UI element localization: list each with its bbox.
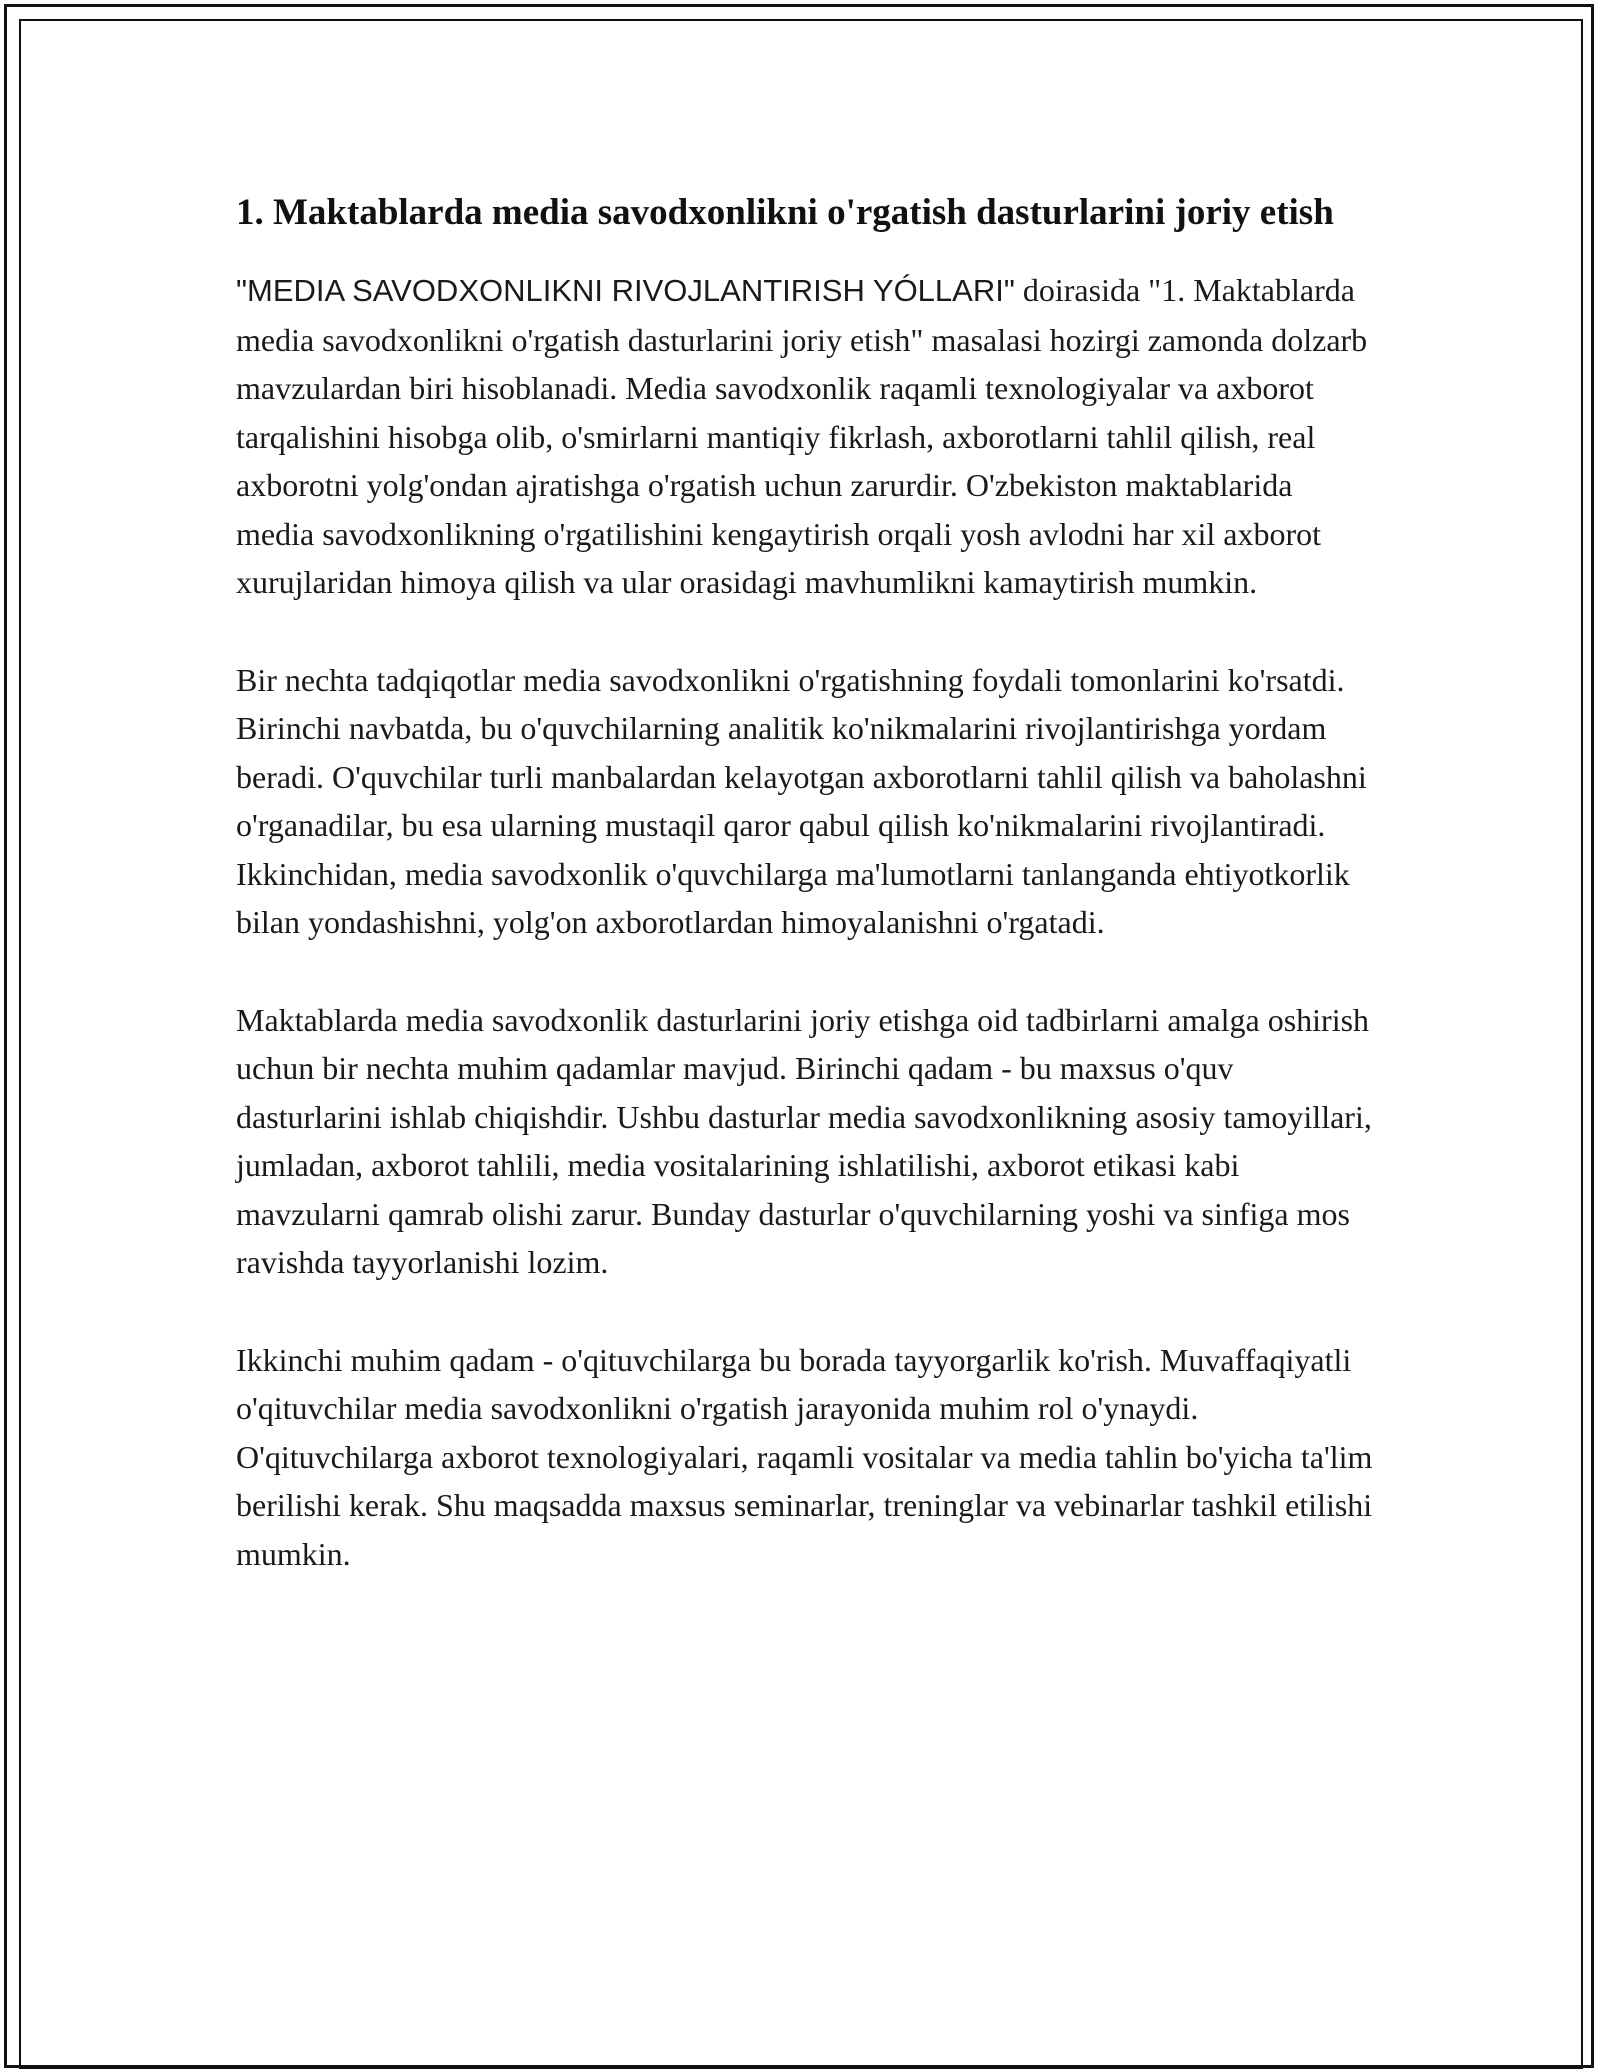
paragraph-benefits: Bir nechta tadqiqotlar media savodxonlikni o'rgatishning foydali tomonlarini ko'rsatdi. Birinchi navbatda, bu o'quvchilarning analitik ko'nikmalarini rivojlantirishga yordam beradi. O'quvchilar turli manbalardan kelayotgan axborotlarni tahlil qilish va baholashni o'rganadilar, bu esa ularning mustaqil qaror qabul qilish ko'nikmalarini rivojlantiradi. Ikkinchidan, media savodxonlik o'quvchilarga ma'lumotlarni tanlanganda ehtiyotkorlik bilan yondashishni, yolg'on axborotlardan himoyalanishni o'rgatadi. — [236, 661, 1367, 940]
paragraph-intro — [236, 266, 1376, 607]
paragraph-teachers: Ikkinchi muhim qadam - o'qituvchilarga bu borada tayyorgarlik ko'rish. Muvaffaqiyatli o'qituvchilar media savodxonlikni o'rgatish jarayonida muhim rol o'ynaydi. O'qituvchilarga axborot texnologiyalari, raqamli vositalar va media tahlin bo'yicha ta'lim berilishi kerak. Shu maqsadda maxsus seminarlar, treninglar va vebinarlar tashkil etilishi mumkin. — [236, 1341, 1373, 1572]
document-title: 1. Maktablarda media savodxonlikni o'rgatish dasturlarini joriy etish — [236, 192, 1334, 233]
intro-text: doirasida "1. Maktablarda media savodxonlikni o'rgatish dasturlarini joriy etish" masalasi hozirgi zamonda dolzarb mavzulardan biri hisoblanadi. Media savodxonlik raqamli texnologiyalar va axborot tarqalishini hisobga olib, o'smirlarni mantiqiy fikrlash, axborotlarni tahlil qilish, real axborotni yolg'ondan ajratishga o'rgatish uchun zarurdir. O'zbekiston maktablarida media savodxonlikning o'rgatilishini kengaytirish orqali yosh avlodni har xil axborot xurujlaridan himoya qilish va ular orasidagi mavhumlikni kamaytirish mumkin. — [236, 272, 1368, 600]
paragraph-steps: Maktablarda media savodxonlik dasturlarini joriy etishga oid tadbirlarni amalga oshirish uchun bir nechta muhim qadamlar mavjud. Birinchi qadam - bu maxsus o'quv dasturlarini ishlab chiqishdir. Ushbu dasturlar media savodxonlikning asosiy tamoyillari, jumladan, axborot tahlili, media vositalarining ishlatilishi, axborot etikasi kabi mavzularni qamrab olishi zarur. Bunday dasturlar o'quvchilarning yoshi va sinfiga mos ravishda tayyorlanishi lozim. — [236, 1001, 1372, 1280]
document-body — [236, 186, 1376, 1627]
intro-quoted-lead: "MEDIA SAVODXONLIKNI RIVOJLANTIRISH YÓLLARI" — [236, 273, 1015, 308]
